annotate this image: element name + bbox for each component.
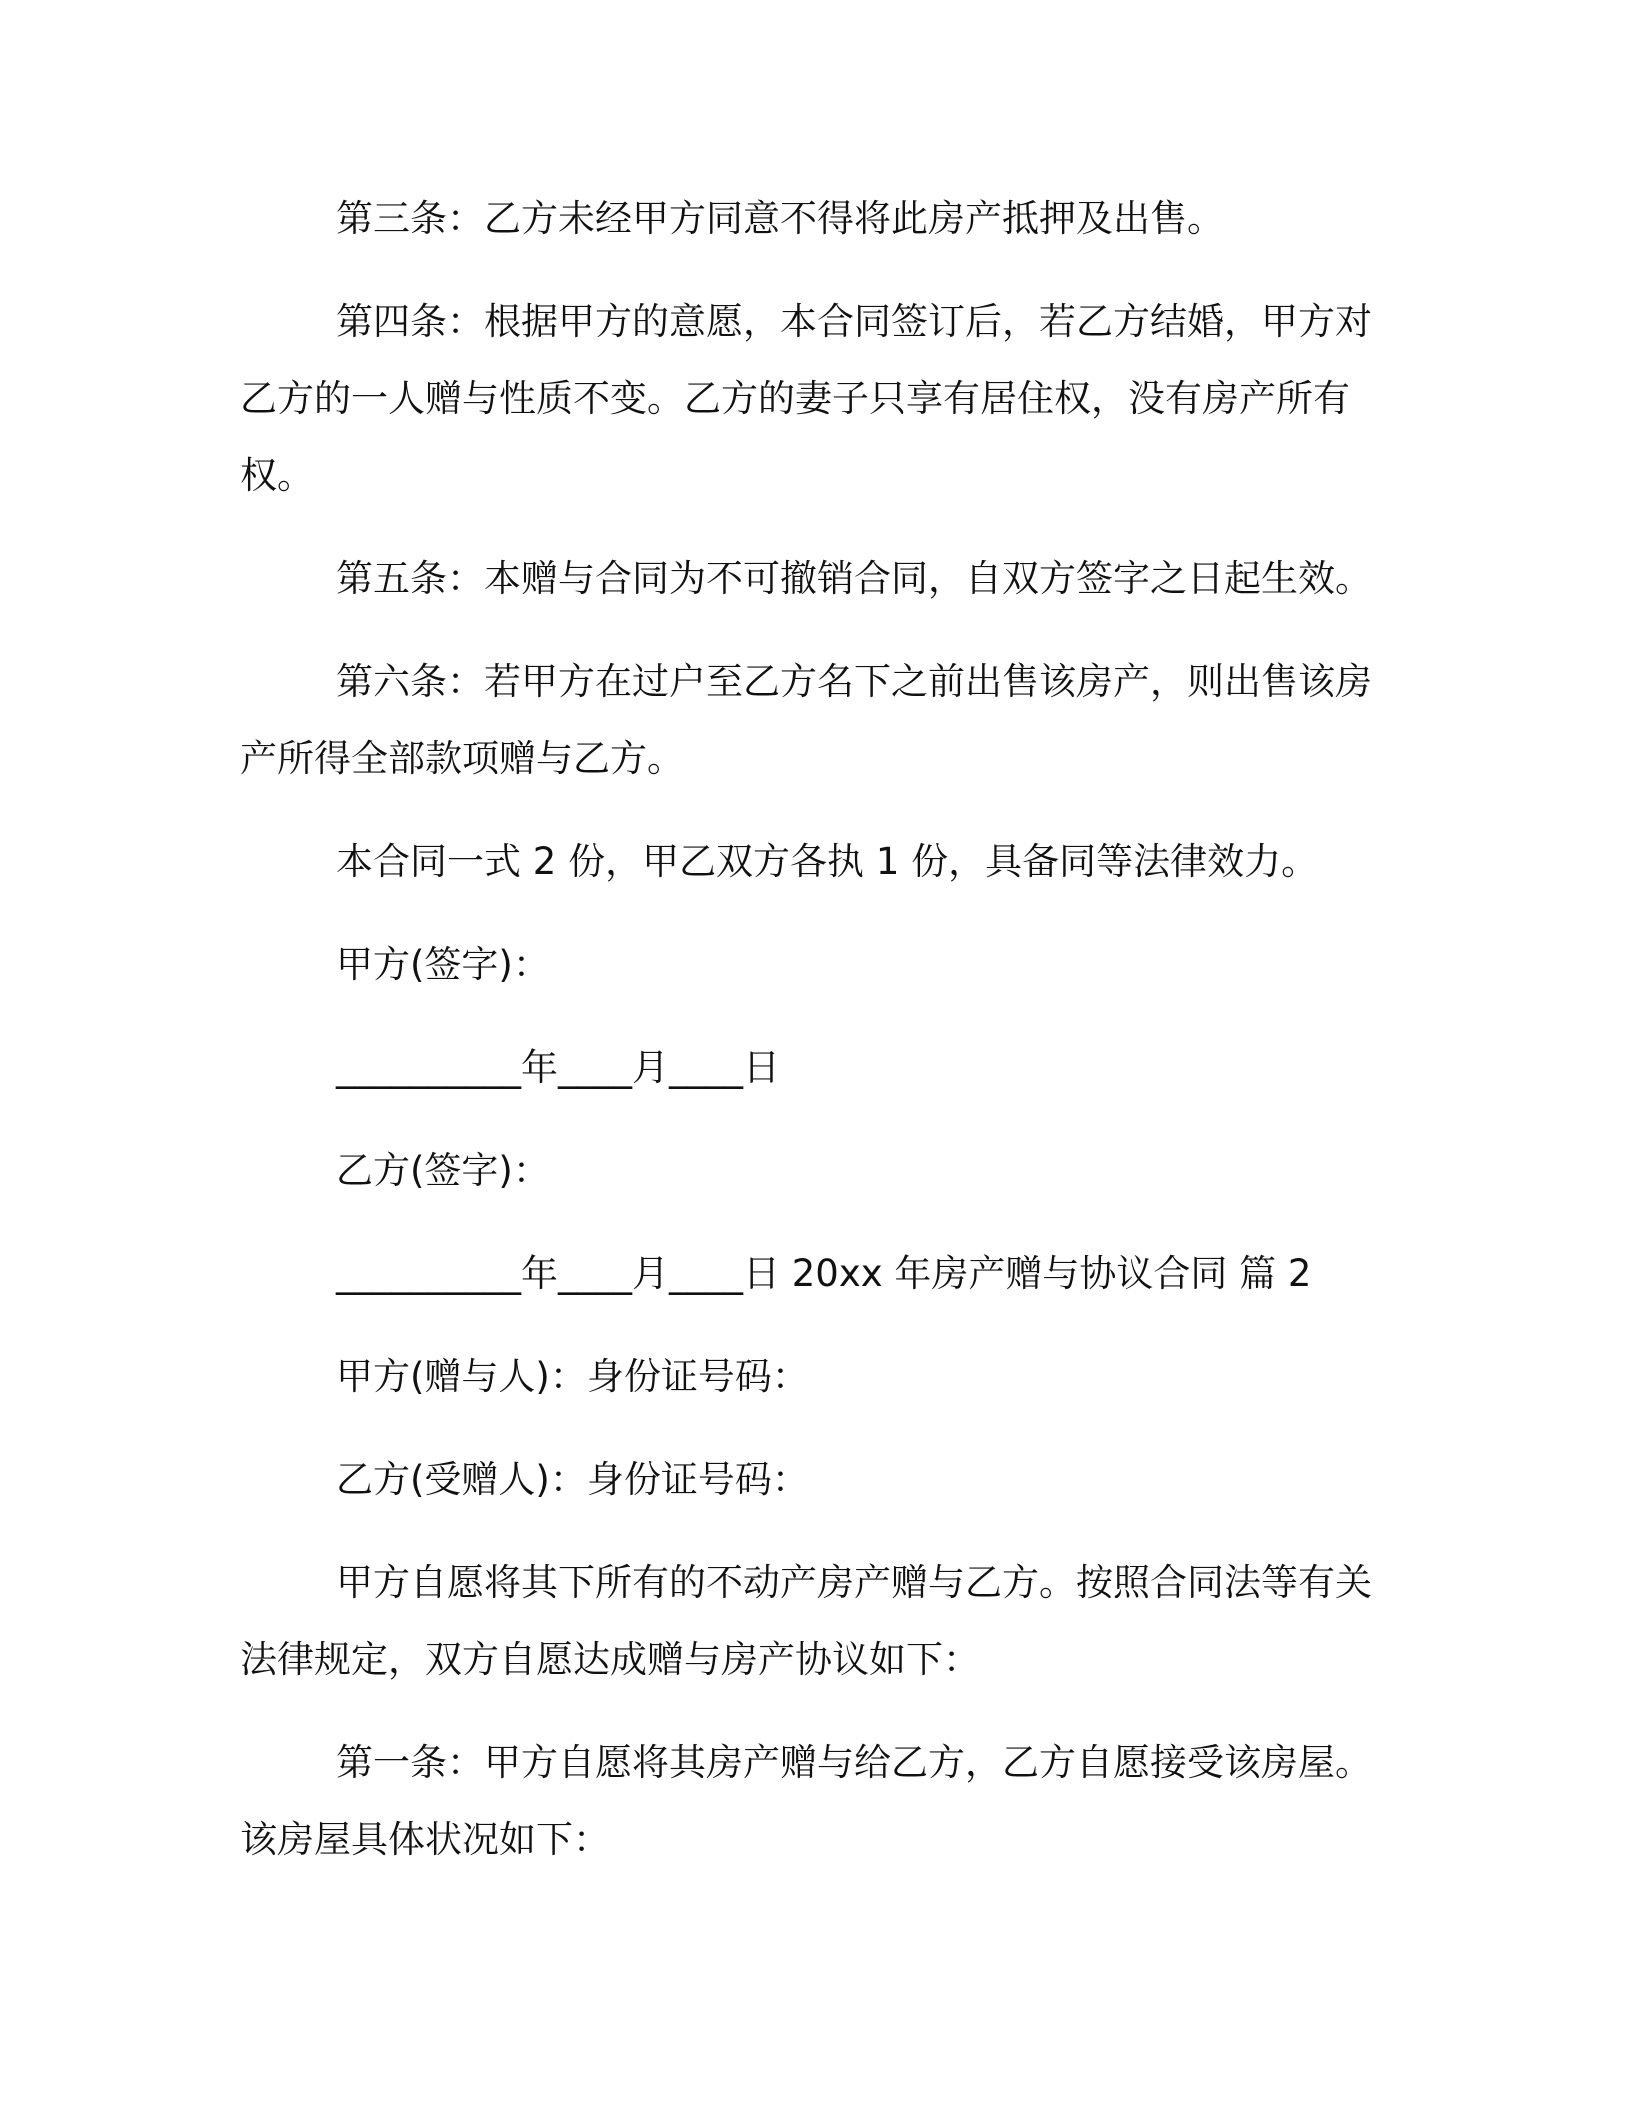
party-b-signature: 乙方(签字)： (336, 1149, 550, 1192)
clause-five: 第五条：本赠与合同为不可撤销合同，自双方签字之日起生效。 (336, 557, 1372, 600)
donee-id-line: 乙方(受赠人)：身份证号码： (336, 1458, 809, 1501)
clause-one: 第一条：甲方自愿将其房产赠与给乙方，乙方自愿接受该房屋。该房屋具体状况如下： (240, 1741, 1372, 1861)
copies-statement: 本合同一式 2 份，甲乙双方各执 1 份，具备同等法律效力。 (336, 840, 1319, 883)
party-a-signature: 甲方(签字)： (336, 943, 550, 986)
party-a-date-line: __________年____月____日 (336, 1046, 780, 1089)
clause-four: 第四条：根据甲方的意愿，本合同签订后，若乙方结婚，甲方对乙方的一人赠与性质不变。乙方的妻子只享有居住权，没有房产所有权。 (240, 300, 1372, 497)
clause-six: 第六条：若甲方在过户至乙方名下之前出售该房产，则出售该房产所得全部款项赠与乙方。 (240, 660, 1372, 780)
agreement-intro: 甲方自愿将其下所有的不动产房产赠与乙方。按照合同法等有关法律规定，双方自愿达成赠与房产协议如下： (240, 1561, 1372, 1681)
clause-three: 第三条：乙方未经甲方同意不得将此房产抵押及出售。 (336, 197, 1224, 240)
party-b-date-line: __________年____月____日 20xx 年房产赠与协议合同 篇 2 (336, 1252, 1312, 1295)
donor-id-line: 甲方(赠与人)：身份证号码： (336, 1355, 809, 1398)
